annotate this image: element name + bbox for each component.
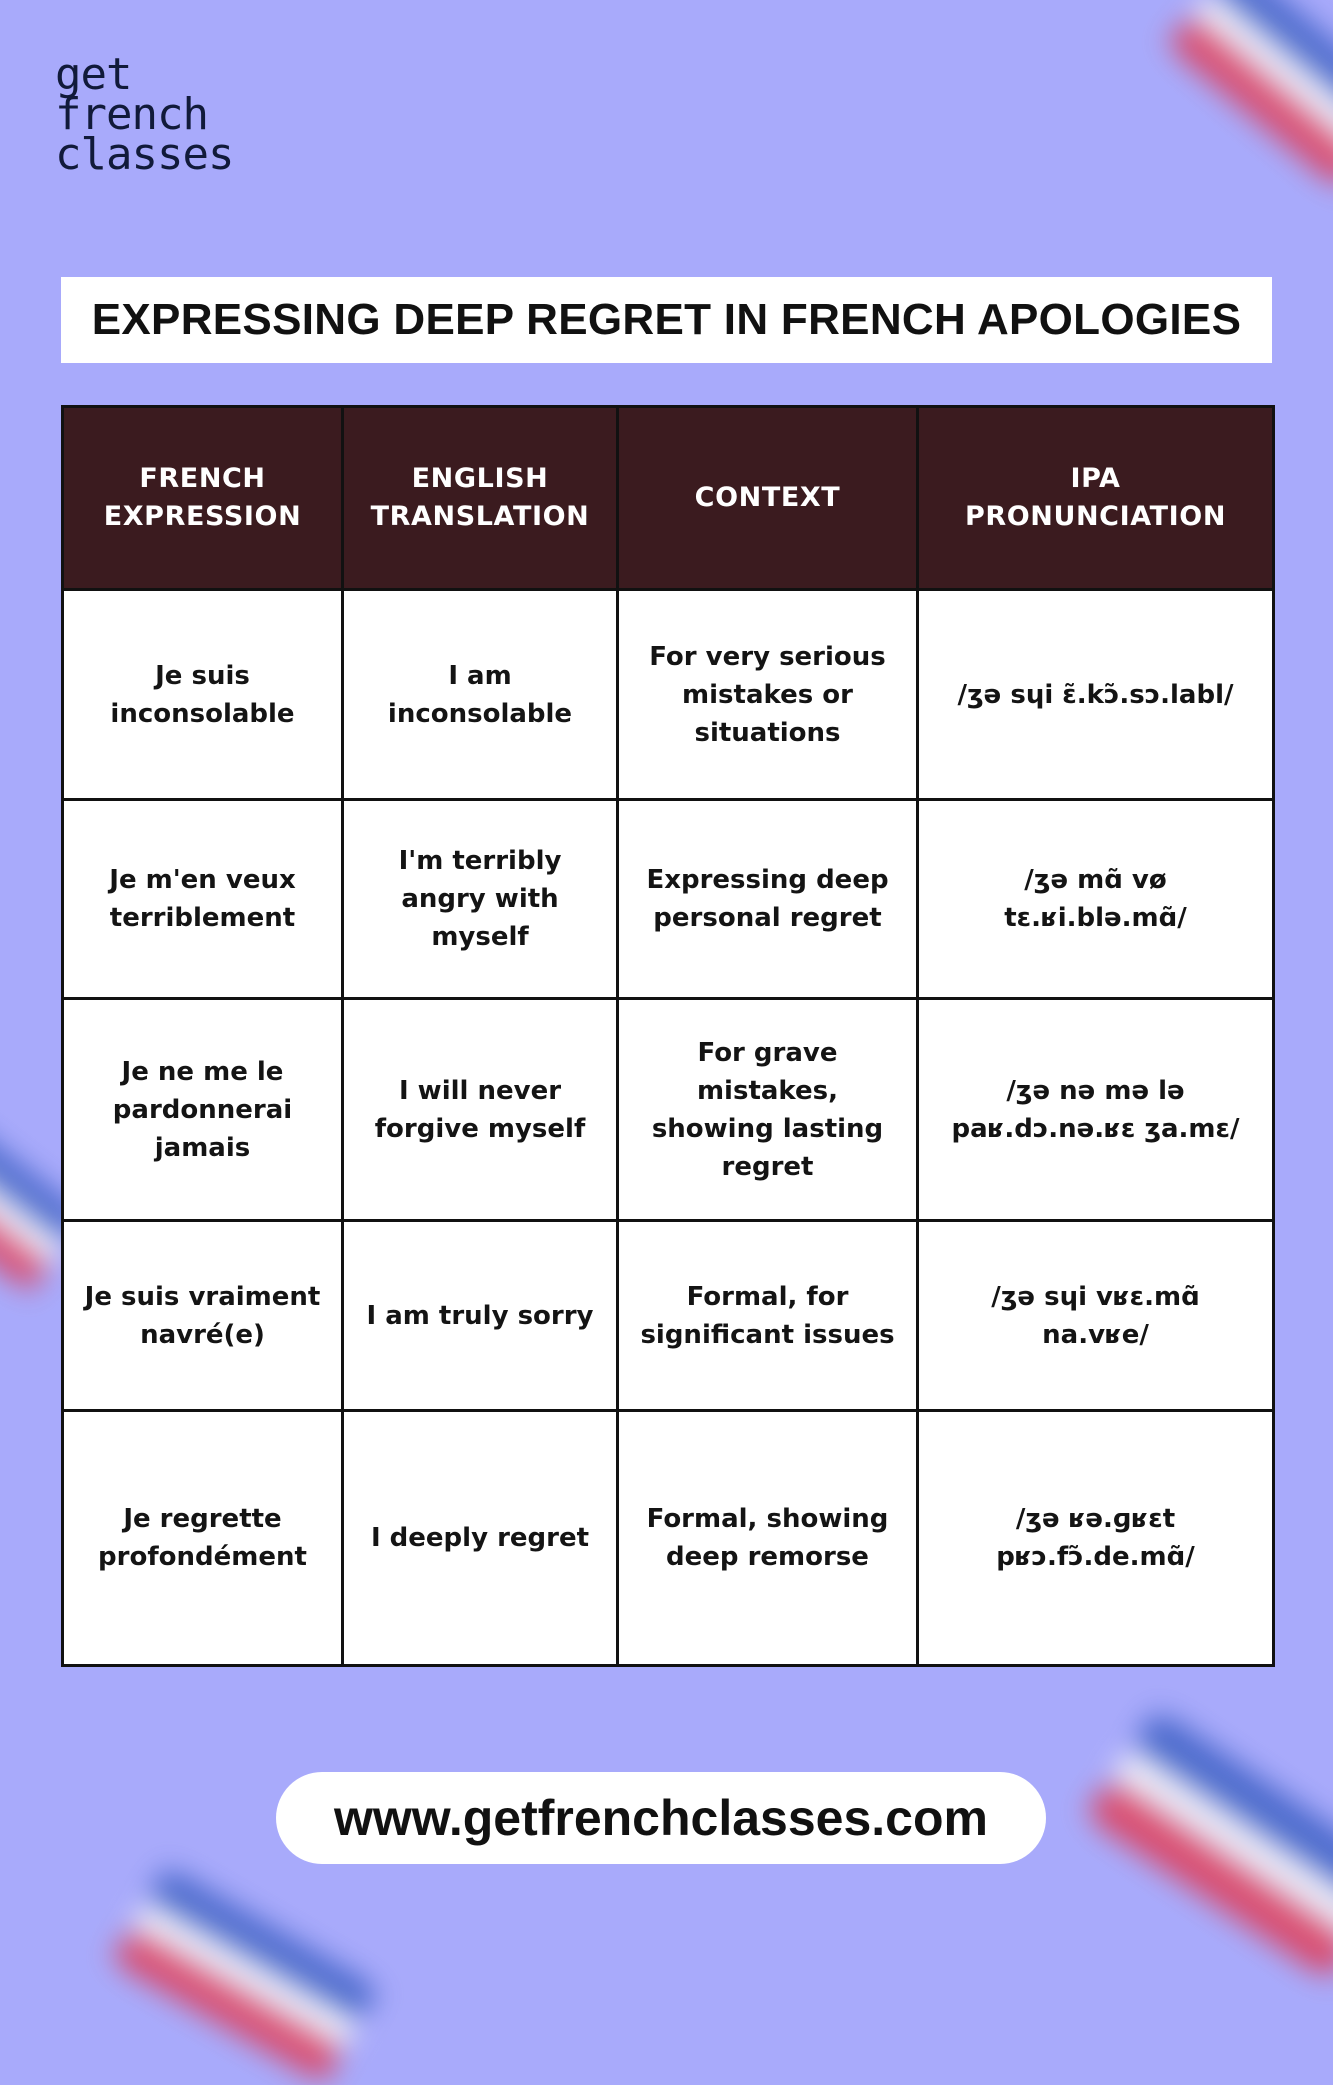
header-ipa-pronunciation: IPA PRONUNCIATION <box>918 407 1274 590</box>
brand-logo <box>55 49 234 180</box>
page-title: EXPRESSING DEEP REGRET IN FRENCH APOLOGIES <box>91 295 1242 344</box>
cell-french: Je suis vraiment navré(e) <box>63 1221 343 1411</box>
table-row <box>63 1411 1274 1666</box>
website-url[interactable]: www.getfrenchclasses.com <box>334 1790 988 1846</box>
cell-english: I am truly sorry <box>343 1221 618 1411</box>
phrases-table <box>61 405 1275 1667</box>
cell-ipa: /ʒə ʁə.ɡʁɛt pʁɔ.fɔ̃.de.mɑ̃/ <box>918 1411 1274 1666</box>
header-english-translation: ENGLISH TRANSLATION <box>343 407 618 590</box>
header-french-expression: FRENCH EXPRESSION <box>63 407 343 590</box>
cell-english: I will never forgive myself <box>343 999 618 1221</box>
cell-context: Formal, showing deep remorse <box>618 1411 918 1666</box>
logo-line: french <box>55 89 208 140</box>
website-pill[interactable] <box>276 1772 1046 1864</box>
logo-line: classes <box>55 129 234 180</box>
cell-english: I'm terribly angry with myself <box>343 800 618 999</box>
cell-ipa: /ʒə nə mə lə paʁ.dɔ.nə.ʁɛ ʒa.mɛ/ <box>918 999 1274 1221</box>
logo-line: get <box>55 49 132 100</box>
table-row <box>63 590 1274 800</box>
cell-english: I deeply regret <box>343 1411 618 1666</box>
cell-french: Je m'en veux terriblement <box>63 800 343 999</box>
cell-context: For grave mistakes, showing lasting regret <box>618 999 918 1221</box>
table-row <box>63 1221 1274 1411</box>
cell-ipa: /ʒə mɑ̃ vø tɛ.ʁi.blə.mɑ̃/ <box>918 800 1274 999</box>
cell-english: I am inconsolable <box>343 590 618 800</box>
cell-french: Je ne me le pardonnerai jamais <box>63 999 343 1221</box>
decorative-flag-stroke <box>109 1865 381 2085</box>
cell-context: For very serious mistakes or situations <box>618 590 918 800</box>
table-row <box>63 800 1274 999</box>
table-row <box>63 999 1274 1221</box>
cell-french: Je regrette profondément <box>63 1411 343 1666</box>
decorative-flag-stroke <box>1082 1707 1333 1983</box>
cell-ipa: /ʒə sɥi ɛ̃.kɔ̃.sɔ.labl/ <box>918 590 1274 800</box>
cell-french: Je suis inconsolable <box>63 590 343 800</box>
cell-context: Expressing deep personal regret <box>618 800 918 999</box>
decorative-flag-stroke <box>1165 0 1333 191</box>
cell-context: Formal, for significant issues <box>618 1221 918 1411</box>
title-banner <box>61 277 1272 363</box>
cell-ipa: /ʒə sɥi vʁɛ.mɑ̃ na.vʁe/ <box>918 1221 1274 1411</box>
table-header-row <box>63 407 1274 590</box>
header-context: CONTEXT <box>618 407 918 590</box>
